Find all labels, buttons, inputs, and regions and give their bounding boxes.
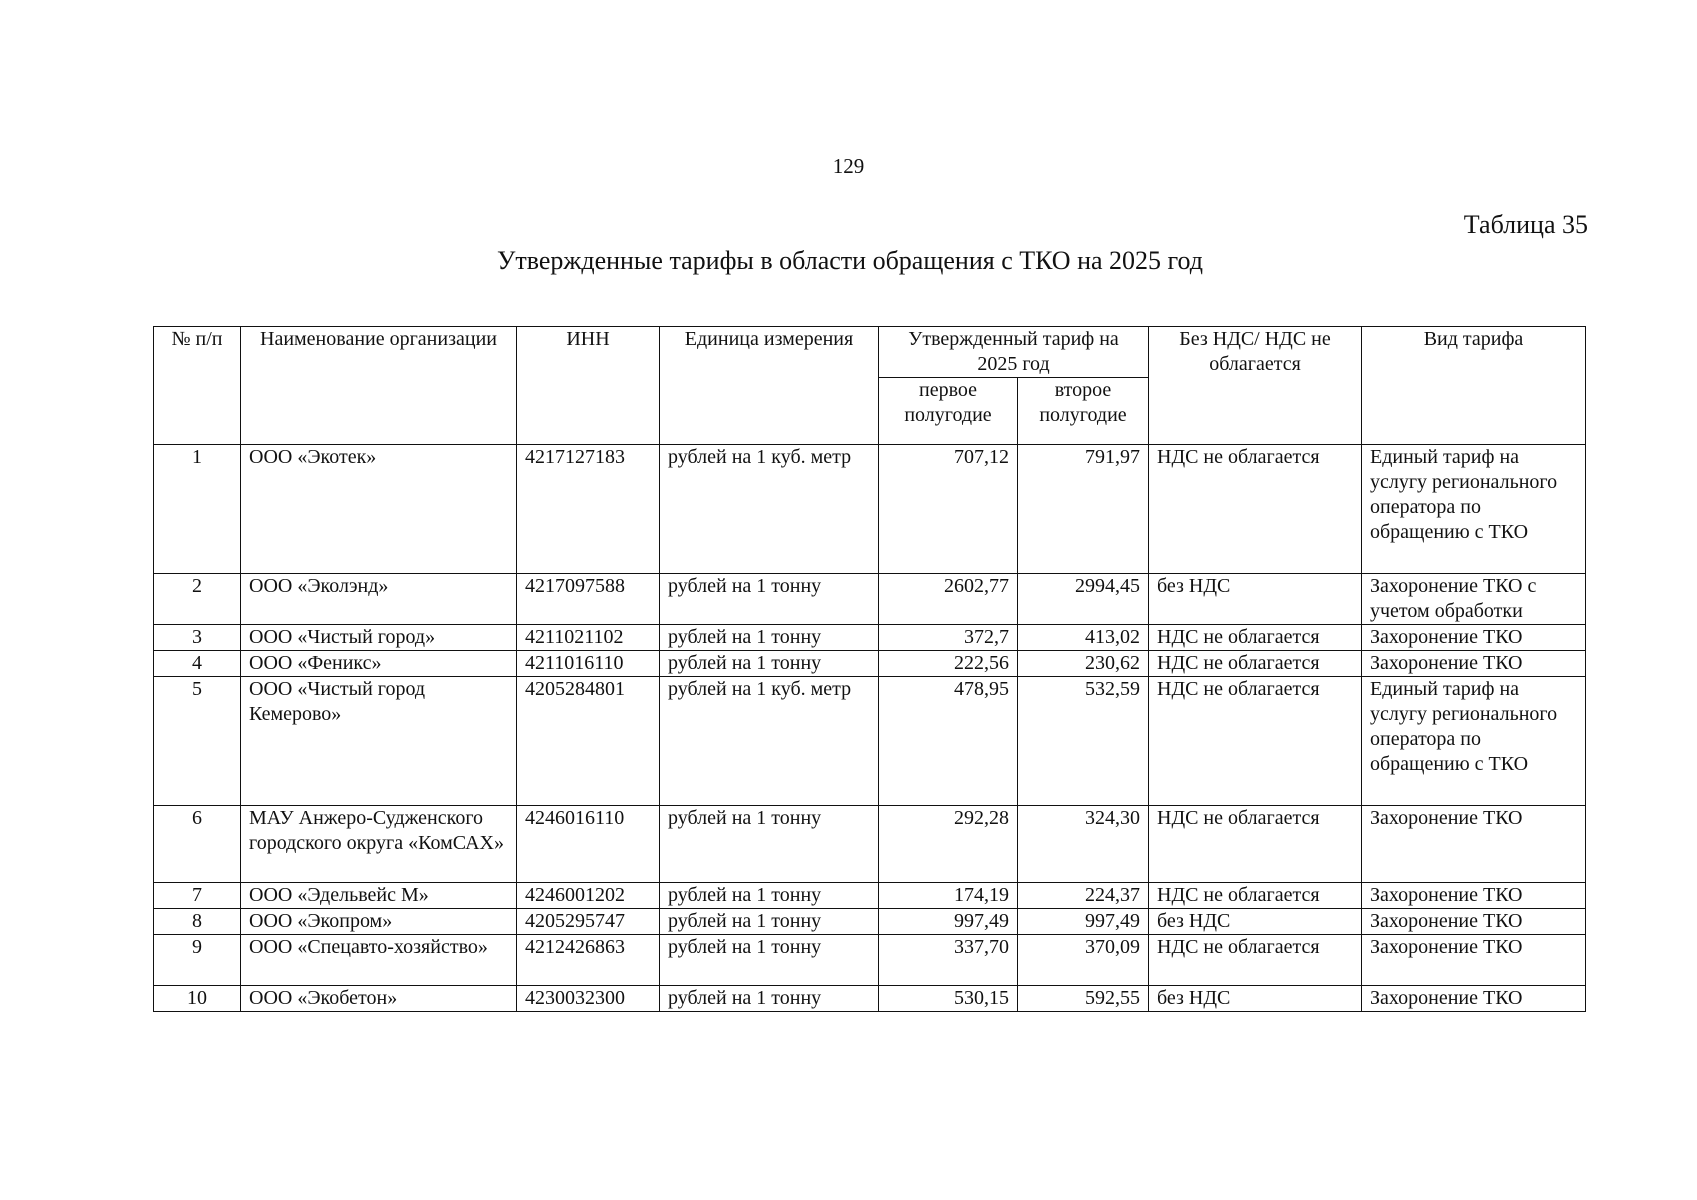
row-unit: рублей на 1 тонну bbox=[660, 651, 879, 677]
row-vat: НДС не облагается bbox=[1149, 883, 1362, 909]
header-tariff: Утвержденный тариф на 2025 год bbox=[879, 327, 1149, 378]
row-num: 10 bbox=[154, 986, 241, 1012]
row-inn: 4211016110 bbox=[517, 651, 660, 677]
table-row bbox=[154, 677, 1586, 806]
row-second-half: 791,97 bbox=[1018, 445, 1149, 574]
header-vat: Без НДС/ НДС не облагается bbox=[1149, 327, 1362, 445]
row-first-half: 707,12 bbox=[879, 445, 1018, 574]
row-second-half: 532,59 bbox=[1018, 677, 1149, 806]
row-unit: рублей на 1 тонну bbox=[660, 909, 879, 935]
row-first-half: 372,7 bbox=[879, 625, 1018, 651]
row-vat: НДС не облагается bbox=[1149, 651, 1362, 677]
header-type: Вид тарифа bbox=[1362, 327, 1586, 445]
row-inn: 4211021102 bbox=[517, 625, 660, 651]
row-num: 4 bbox=[154, 651, 241, 677]
row-type: Захоронение ТКО bbox=[1362, 909, 1586, 935]
table-row bbox=[154, 806, 1586, 883]
row-unit: рублей на 1 тонну bbox=[660, 986, 879, 1012]
row-first-half: 337,70 bbox=[879, 935, 1018, 986]
row-first-half: 530,15 bbox=[879, 986, 1018, 1012]
row-type: Захоронение ТКО bbox=[1362, 986, 1586, 1012]
header-name: Наименование организации bbox=[241, 327, 517, 445]
row-type: Захоронение ТКО bbox=[1362, 935, 1586, 986]
tariffs-table bbox=[153, 326, 1586, 1012]
row-vat: НДС не облагается bbox=[1149, 677, 1362, 806]
header-num: № п/п bbox=[154, 327, 241, 445]
row-inn: 4230032300 bbox=[517, 986, 660, 1012]
row-name: ООО «Эколэнд» bbox=[241, 574, 517, 625]
row-name: ООО «Чистый город Кемерово» bbox=[241, 677, 517, 806]
row-num: 6 bbox=[154, 806, 241, 883]
row-second-half: 224,37 bbox=[1018, 883, 1149, 909]
row-vat: без НДС bbox=[1149, 986, 1362, 1012]
row-inn: 4212426863 bbox=[517, 935, 660, 986]
row-second-half: 370,09 bbox=[1018, 935, 1149, 986]
row-name: ООО «Спецавто-хозяйство» bbox=[241, 935, 517, 986]
row-unit: рублей на 1 тонну bbox=[660, 625, 879, 651]
table-row bbox=[154, 883, 1586, 909]
table-row bbox=[154, 935, 1586, 986]
row-name: ООО «Экобетон» bbox=[241, 986, 517, 1012]
row-first-half: 222,56 bbox=[879, 651, 1018, 677]
row-type: Захоронение ТКО bbox=[1362, 883, 1586, 909]
row-vat: без НДС bbox=[1149, 574, 1362, 625]
row-num: 9 bbox=[154, 935, 241, 986]
table-row bbox=[154, 909, 1586, 935]
header-second-half: второе полугодие bbox=[1018, 378, 1149, 445]
row-inn: 4217097588 bbox=[517, 574, 660, 625]
row-name: ООО «Экотек» bbox=[241, 445, 517, 574]
row-unit: рублей на 1 тонну bbox=[660, 935, 879, 986]
table-row bbox=[154, 625, 1586, 651]
row-num: 1 bbox=[154, 445, 241, 574]
page-number: 129 bbox=[832, 154, 865, 178]
table-caption: Таблица 35 bbox=[1463, 210, 1588, 239]
header-first-half: первое полугодие bbox=[879, 378, 1018, 445]
row-name: ООО «Феникс» bbox=[241, 651, 517, 677]
row-first-half: 174,19 bbox=[879, 883, 1018, 909]
row-inn: 4246016110 bbox=[517, 806, 660, 883]
row-unit: рублей на 1 тонну bbox=[660, 806, 879, 883]
row-num: 5 bbox=[154, 677, 241, 806]
row-first-half: 997,49 bbox=[879, 909, 1018, 935]
row-type: Захоронение ТКО bbox=[1362, 625, 1586, 651]
row-type: Захоронение ТКО bbox=[1362, 806, 1586, 883]
row-num: 7 bbox=[154, 883, 241, 909]
row-name: ООО «Экопром» bbox=[241, 909, 517, 935]
table-row bbox=[154, 986, 1586, 1012]
table-row bbox=[154, 574, 1586, 625]
row-vat: НДС не облагается bbox=[1149, 445, 1362, 574]
header-unit: Единица измерения bbox=[660, 327, 879, 445]
row-type: Единый тариф на услугу регионального оператора по обращению с ТКО bbox=[1362, 677, 1586, 806]
row-first-half: 478,95 bbox=[879, 677, 1018, 806]
row-unit: рублей на 1 куб. метр bbox=[660, 677, 879, 806]
row-name: ООО «Эдельвейс М» bbox=[241, 883, 517, 909]
row-type: Единый тариф на услугу регионального оператора по обращению с ТКО bbox=[1362, 445, 1586, 574]
row-vat: НДС не облагается bbox=[1149, 806, 1362, 883]
document-title: Утвержденные тарифы в области обращения с ТКО на 2025 год bbox=[496, 246, 1204, 275]
row-unit: рублей на 1 куб. метр bbox=[660, 445, 879, 574]
table-header-row bbox=[154, 327, 1586, 378]
row-vat: НДС не облагается bbox=[1149, 935, 1362, 986]
row-vat: без НДС bbox=[1149, 909, 1362, 935]
row-type: Захоронение ТКО bbox=[1362, 651, 1586, 677]
row-inn: 4246001202 bbox=[517, 883, 660, 909]
header-inn: ИНН bbox=[517, 327, 660, 445]
row-unit: рублей на 1 тонну bbox=[660, 574, 879, 625]
row-inn: 4205295747 bbox=[517, 909, 660, 935]
row-first-half: 2602,77 bbox=[879, 574, 1018, 625]
table-row bbox=[154, 651, 1586, 677]
row-unit: рублей на 1 тонну bbox=[660, 883, 879, 909]
row-inn: 4205284801 bbox=[517, 677, 660, 806]
row-second-half: 2994,45 bbox=[1018, 574, 1149, 625]
row-type: Захоронение ТКО с учетом обработки bbox=[1362, 574, 1586, 625]
row-num: 3 bbox=[154, 625, 241, 651]
row-vat: НДС не облагается bbox=[1149, 625, 1362, 651]
row-first-half: 292,28 bbox=[879, 806, 1018, 883]
row-second-half: 413,02 bbox=[1018, 625, 1149, 651]
row-name: МАУ Анжеро-Судженского городского округа «КомСАХ» bbox=[241, 806, 517, 883]
row-second-half: 230,62 bbox=[1018, 651, 1149, 677]
row-num: 2 bbox=[154, 574, 241, 625]
row-name: ООО «Чистый город» bbox=[241, 625, 517, 651]
row-inn: 4217127183 bbox=[517, 445, 660, 574]
row-num: 8 bbox=[154, 909, 241, 935]
table-row bbox=[154, 445, 1586, 574]
row-second-half: 324,30 bbox=[1018, 806, 1149, 883]
row-second-half: 997,49 bbox=[1018, 909, 1149, 935]
row-second-half: 592,55 bbox=[1018, 986, 1149, 1012]
